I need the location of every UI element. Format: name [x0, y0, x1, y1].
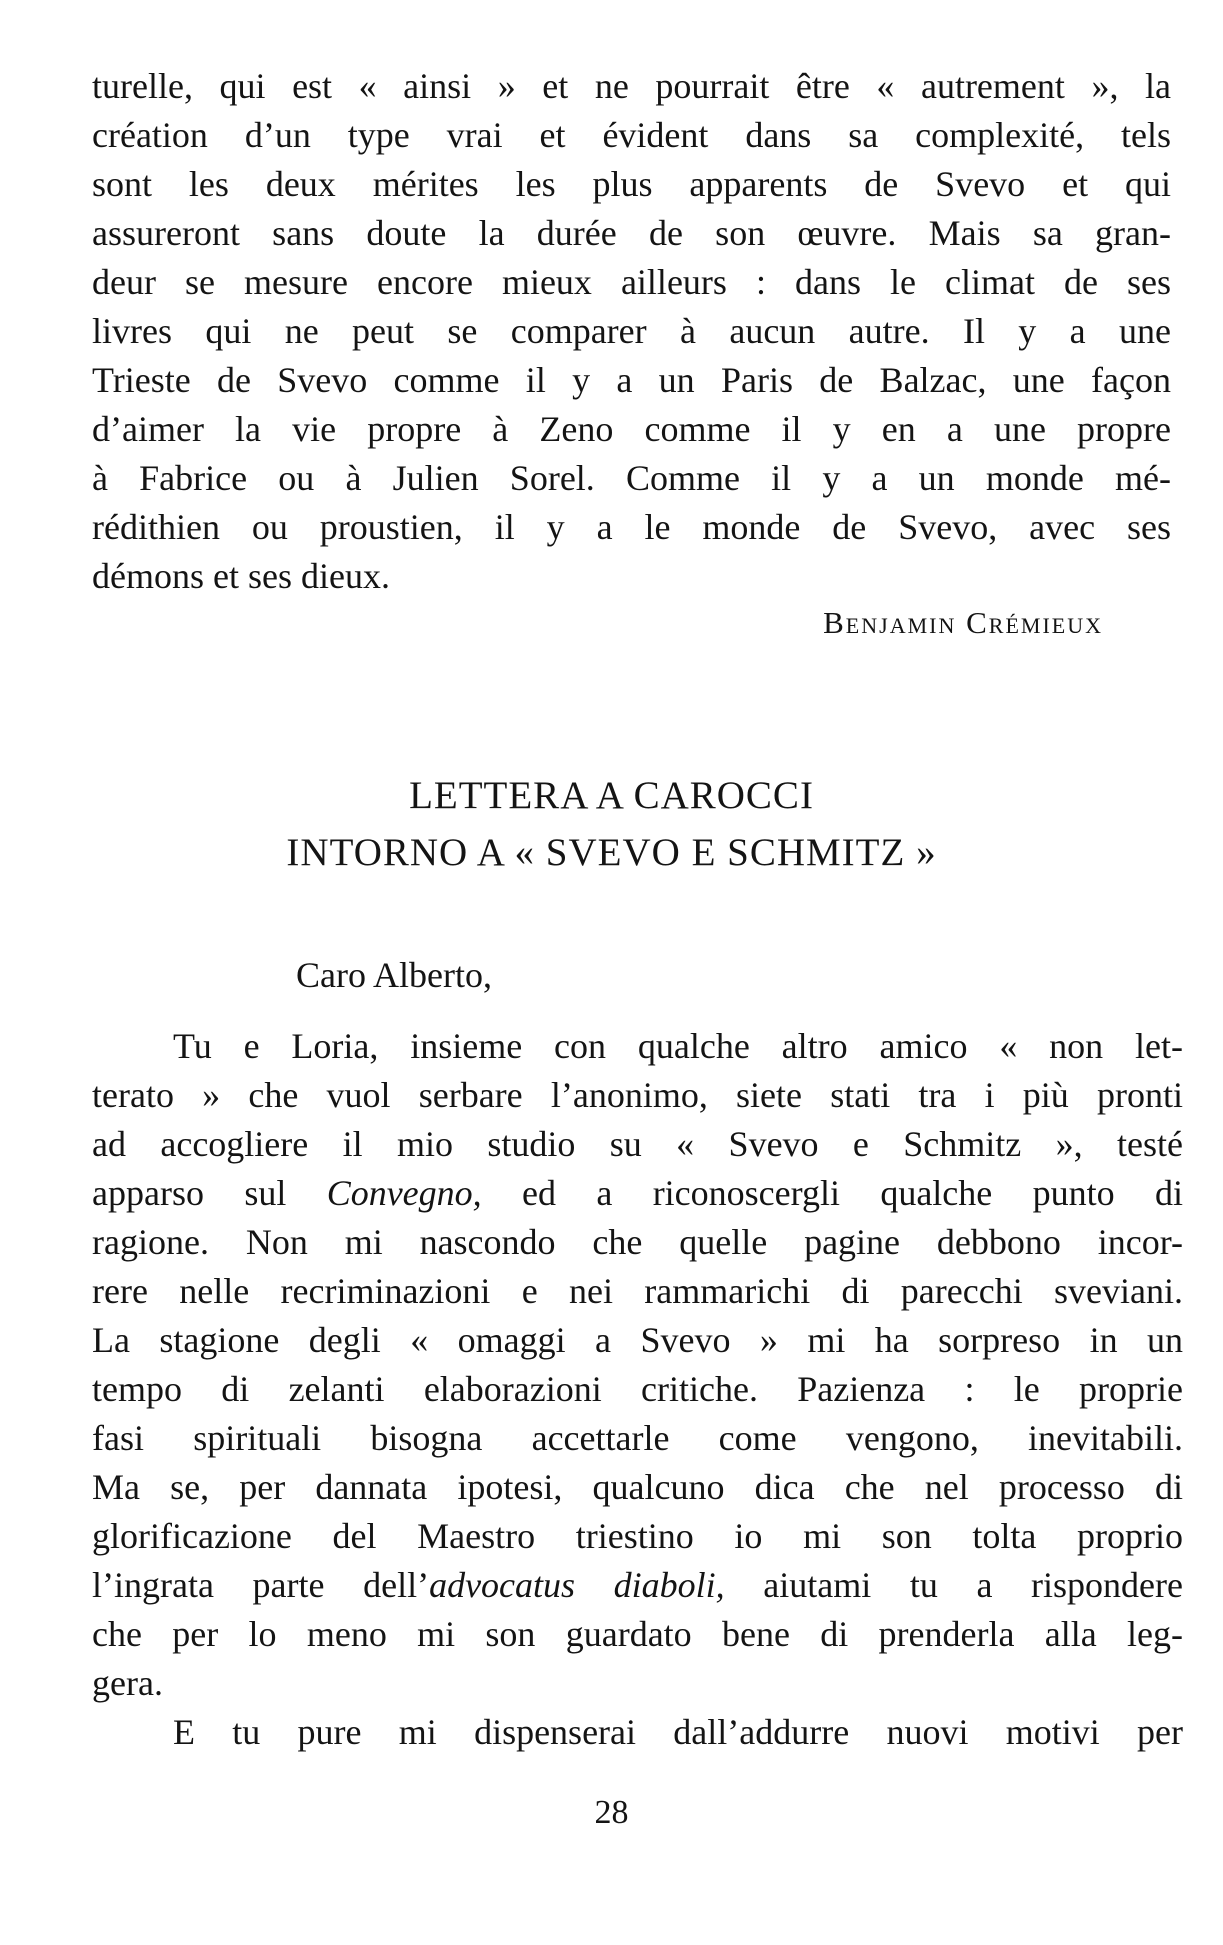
text-line: rere nelle recriminazioni e nei rammarichi di parecchi sveviani. — [92, 1271, 1183, 1311]
text-line: livres qui ne peut se comparer à aucun autre. Il y a une — [92, 311, 1171, 351]
text-line — [92, 1169, 1183, 1218]
text-run: ed a riconoscergli qualche punto di — [481, 1173, 1183, 1213]
text-line: E tu pure mi dispenserai dall’addurre nuovi motivi per — [173, 1712, 1183, 1752]
journal-title-italic: Convegno, — [326, 1173, 482, 1213]
author-signature: Benjamin Crémieux — [823, 605, 1103, 640]
text-line: à Fabrice ou à Julien Sorel. Comme il y a un monde mé- — [92, 458, 1171, 498]
text-line: création d’un type vrai et évident dans sa complexité, tels — [92, 115, 1171, 155]
letter-salutation: Caro Alberto, — [296, 955, 492, 995]
text-run: apparso sul — [92, 1173, 327, 1213]
letter-title-line-1: LETTERA A CAROCCI — [409, 774, 814, 817]
text-line: che per lo meno mi son guardato bene di prenderla alla leg- — [92, 1614, 1183, 1654]
latin-phrase-italic: advocatus diaboli, — [429, 1565, 725, 1605]
text-line: tempo di zelanti elaborazioni critiche. Pazienza : le proprie — [92, 1369, 1183, 1409]
text-line: assureront sans doute la durée de son œuvre. Mais sa gran- — [92, 213, 1171, 253]
text-line: ragione. Non mi nascondo che quelle pagine debbono incor- — [92, 1222, 1183, 1262]
text-line: deur se mesure encore mieux ailleurs : dans le climat de ses — [92, 262, 1171, 302]
text-line: gera. — [92, 1663, 163, 1703]
text-line: sont les deux mérites les plus apparents de Svevo et qui — [92, 164, 1171, 204]
text-line: démons et ses dieux. — [92, 556, 390, 596]
text-line: Trieste de Svevo comme il y a un Paris de Balzac, une façon — [92, 360, 1171, 400]
text-line: La stagione degli « omaggi a Svevo » mi ha sorpreso in un — [92, 1320, 1183, 1360]
text-line: terato » che vuol serbare l’anonimo, siete stati tra i più pronti — [92, 1075, 1183, 1115]
text-line: d’aimer la vie propre à Zeno comme il y en a une propre — [92, 409, 1171, 449]
text-line: Tu e Loria, insieme con qualche altro amico « non let- — [173, 1026, 1183, 1066]
text-line — [92, 1561, 1183, 1610]
text-line: turelle, qui est « ainsi » et ne pourrait être « autrement », la — [92, 66, 1171, 106]
text-line: ad accogliere il mio studio su « Svevo e Schmitz », testé — [92, 1124, 1183, 1164]
text-run: l’ingrata parte dell’ — [92, 1565, 430, 1605]
letter-title-line-2: INTORNO A « SVEVO E SCHMITZ » — [286, 831, 937, 874]
text-line: fasi spirituali bisogna accettarle come vengono, inevitabili. — [92, 1418, 1183, 1458]
text-line: Ma se, per dannata ipotesi, qualcuno dica che nel processo di — [92, 1467, 1183, 1507]
text-line: glorificazione del Maestro triestino io mi son tolta proprio — [92, 1516, 1183, 1556]
text-line: rédithien ou proustien, il y a le monde de Svevo, avec ses — [92, 507, 1171, 547]
text-run: aiutami tu a rispondere — [724, 1565, 1183, 1605]
page-number: 28 — [594, 1794, 629, 1831]
